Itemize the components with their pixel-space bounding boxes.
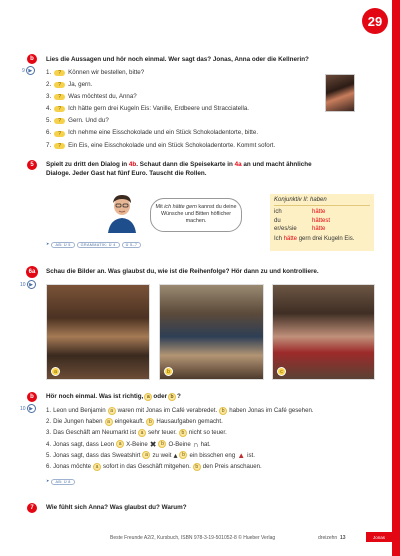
list-item: 3. ? Was möchtest du, Anna? (46, 93, 137, 101)
photo-label-a: a (51, 367, 60, 376)
ref-tag[interactable]: AB: Ü 5 (51, 242, 74, 248)
list-item: 4. Jonas sagt, dass Leon a X-Beine ✖ b O-Beine ∩ hat. (46, 439, 211, 449)
option-b[interactable]: b (146, 418, 154, 426)
exercise-b-heading: Lies die Aussagen und hör noch einmal. Wer sagt das? Jonas, Anna oder die Kellnerin? (46, 56, 309, 63)
exercise-badge-5: 5 (27, 160, 37, 170)
answer-box[interactable]: ? (54, 106, 65, 112)
arrow-right-icon: ➤ (46, 479, 50, 483)
sweatshirt-tight-icon: ▲ (237, 450, 246, 460)
photo-label-c: c (277, 367, 286, 376)
ref-tag[interactable]: GRAMMATIK: Ü 4 (77, 242, 120, 248)
exercise-5-heading: Spielt zu dritt den Dialog in 4b. Schaut dann die Speisekarte in 4a an und macht ähnliche Dialoge. Jeder Gast hat fünf Euro. Tauscht die Rollen. (46, 161, 312, 177)
audio-icon: ▶ (27, 404, 36, 413)
photo-label-b: b (164, 367, 173, 376)
answer-box[interactable]: ? (54, 143, 65, 149)
photo-b (159, 284, 264, 380)
option-b[interactable]: b (219, 407, 227, 415)
ref-tag[interactable]: AB: Ü 8 (51, 479, 74, 485)
option-a[interactable]: a (105, 418, 113, 426)
statement-list (46, 67, 306, 152)
ref-tag[interactable]: Ü 5–7 (122, 242, 142, 248)
grammar-example: Ich hätte gern drei Kugeln Eis. (274, 235, 355, 242)
grammar-row: ich hätte (274, 209, 326, 215)
photo-c (272, 284, 375, 380)
audio-track-number: 9 (22, 67, 25, 74)
answer-box[interactable]: ? (54, 118, 65, 124)
right-edge-bar (392, 0, 400, 556)
exercise-badge-b: b (27, 54, 37, 64)
option-b[interactable]: b (179, 451, 187, 459)
list-item: 5. Jonas sagt, dass das Sweatshirt a zu weit ▴ b ein bisschen eng ▲ ist. (46, 450, 255, 460)
speech-bubble: Mit ich hätte gern kannst du deine Wünsche und Bitten höflicher machen. (150, 198, 242, 232)
list-item: 2. Die Jungen haben a eingekauft. b Hausaufgaben gemacht. (46, 418, 223, 426)
grammar-row: du hättest (274, 217, 331, 224)
answer-box[interactable]: ? (54, 82, 65, 88)
exercise-badge-7: 7 (27, 503, 37, 513)
x-legs-icon: ✖ (149, 439, 157, 449)
footer-copyright: Beste Freunde A2/2, Kursbuch, ISBN 978-3-19-501052-8 © Hueber Verlag (110, 535, 276, 541)
option-a[interactable]: a (93, 463, 101, 471)
exercise-6a-heading: Schau die Bilder an. Was glaubst du, wie ist die Reihenfolge? Hör dann zu und kontrolliere. (46, 268, 319, 275)
list-item: 7. ? Ein Eis, eine Eisschokolade und ein Stück Schokoladentorte. Kommt sofort. (46, 141, 276, 149)
option-a[interactable]: a (116, 440, 124, 448)
boy-illustration (104, 193, 140, 233)
audio-icon: ▶ (27, 280, 36, 289)
list-item: 6. Jonas möchte a sofort in das Geschäft mitgehen. b den Preis anschauen. (46, 463, 262, 471)
exercise-badge-b: b (27, 392, 37, 402)
list-item: 2. ? Ja, gern. (46, 81, 93, 89)
arrow-right-icon: ➤ (46, 242, 50, 246)
audio-track-number: 10 (20, 405, 26, 412)
audio-track-10[interactable] (20, 280, 36, 289)
answer-box[interactable]: ? (54, 131, 65, 137)
audio-icon: ▶ (26, 66, 35, 75)
answer-box[interactable]: ? (54, 70, 65, 76)
anna-photo (325, 74, 355, 112)
exercise-b2-heading: Hör noch einmal. Was ist richtig, a oder b ? (46, 393, 181, 400)
audio-track-number: 10 (20, 281, 26, 288)
photo-a (46, 284, 150, 380)
footer-page-label: dreizehn 13 (318, 535, 346, 541)
list-item: 4. ? Ich hätte gern drei Kugeln Eis: Vanille, Erdbeere und Stracciatella. (46, 105, 249, 113)
option-b[interactable]: b (158, 440, 166, 448)
reference-tags-5 (46, 242, 141, 248)
answer-box[interactable]: ? (54, 94, 65, 100)
reference-tags-b2 (46, 479, 75, 485)
option-a[interactable]: a (138, 429, 146, 437)
list-item: 6. ? Ich nehme eine Eisschokolade und ein Stück Schokoladentorte, bitte. (46, 129, 259, 137)
exercise-badge-6a: 6a (26, 266, 38, 278)
grammar-row: er/es/sie hätte (274, 226, 326, 232)
list-item: 1. Leon und Benjamin a waren mit Jonas im Café verabredet. b haben Jonas im Café gesehen. (46, 407, 314, 414)
audio-track-10[interactable] (20, 404, 36, 413)
option-a[interactable]: a (108, 407, 116, 415)
o-legs-icon: ∩ (192, 439, 199, 449)
sweatshirt-loose-icon: ▴ (173, 450, 178, 460)
option-b[interactable]: b (179, 429, 187, 437)
option-b[interactable]: b (193, 463, 201, 471)
audio-track-9[interactable] (22, 66, 35, 75)
option-a[interactable]: a (142, 451, 150, 459)
list-item: 5. ? Gern. Und du? (46, 117, 109, 125)
page-number-badge: 29 (362, 8, 388, 34)
footer-tag: Jonas (366, 532, 392, 542)
list-item: 3. Das Geschäft am Neumarkt ist a sehr teuer. b nicht so teuer. (46, 429, 227, 437)
exercise-7-heading: Wie fühlt sich Anna? Was glaubst du? Warum? (46, 504, 187, 511)
choice-list (46, 405, 376, 472)
grammar-title: Konjunktiv II: haben (274, 197, 370, 206)
list-item: 1. ? Können wir bestellen, bitte? (46, 69, 145, 77)
grammar-box (270, 194, 374, 251)
